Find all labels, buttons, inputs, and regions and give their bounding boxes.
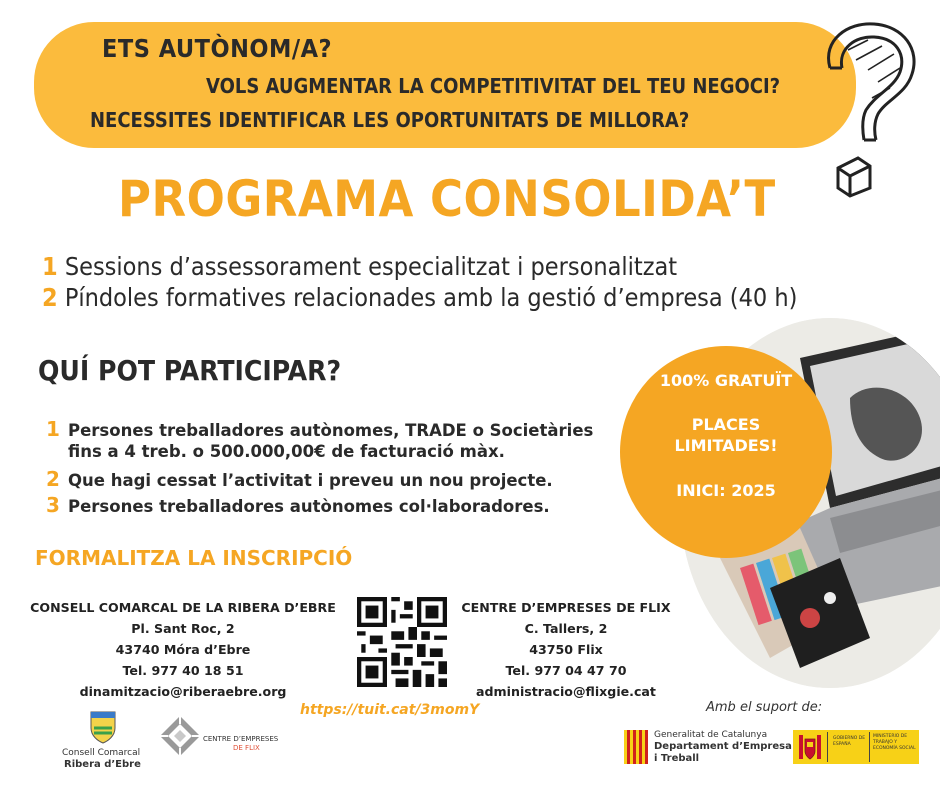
free-label: 100% GRATUÏT (659, 371, 793, 390)
contact-phone: Tel. 977 04 47 70 (505, 663, 627, 678)
point-text: Sessions d’assessorament especialitzat i personalitzat (64, 252, 678, 281)
program-point (42, 252, 677, 281)
gencat-logo-line1: Generalitat de Catalunya (654, 730, 768, 740)
start-label: INICI: 2025 (676, 481, 776, 500)
contact-street: Pl. Sant Roc, 2 (131, 621, 235, 636)
criteria-item (46, 418, 593, 442)
contact-name: CENTRE D’EMPRESES DE FLIX (461, 600, 671, 615)
centre-empreses-logo-icon (160, 716, 200, 756)
banner-question-1: ETS AUTÒNOM/A? (102, 34, 333, 63)
limited-places-line2: LIMITADES! (674, 436, 778, 455)
criteria-item (46, 468, 553, 492)
spain-coat-of-arms-icon (797, 733, 823, 761)
question-mark-icon (808, 10, 928, 200)
centre-logo-line1: CENTRE D’EMPRESES (203, 735, 279, 743)
contact-email[interactable]: administracio@flixgie.cat (476, 684, 656, 699)
contact-email[interactable]: dinamitzacio@riberaebre.org (79, 684, 287, 699)
contact-phone: Tel. 977 40 18 51 (122, 663, 244, 678)
contact-name: CONSELL COMARCAL DE LA RIBERA D’EBRE (30, 600, 336, 615)
consell-comarcal-logo-icon (88, 710, 118, 744)
contact-consell (30, 597, 336, 702)
program-title: PROGRAMA CONSOLIDA’T (118, 170, 776, 228)
banner-question-3: NECESSITES IDENTIFICAR LES OPORTUNITATS DE MILLORA? (90, 108, 690, 132)
generalitat-logo-icon (624, 730, 648, 764)
criteria-item (46, 494, 550, 518)
criteria-number: 1 (46, 417, 60, 441)
gobierno-logo (793, 730, 919, 764)
banner-question-2: VOLS AUGMENTAR LA COMPETITIVITAT DEL TEU NEGOCI? (206, 74, 781, 98)
criteria-text-continued: fins a 4 treb. o 500.000,00€ de facturació màx. (68, 442, 505, 461)
contact-street: C. Tallers, 2 (524, 621, 608, 636)
who-title: QUÍ POT PARTICIPAR? (38, 354, 342, 387)
limited-places-label (620, 414, 832, 456)
criteria-text: Persones treballadores autònomes col·laboradores. (68, 497, 550, 516)
point-number: 1 (42, 252, 58, 281)
point-text: Píndoles formatives relacionades amb la gestió d’empresa (40 h) (64, 283, 798, 312)
centre-logo-line2: DE FLIX (233, 744, 260, 752)
gobierno-text: GOBIERNO DE ESPAÑA (833, 736, 866, 747)
consell-logo-line1: Consell Comarcal (62, 748, 141, 758)
support-label: Amb el suport de: (706, 700, 823, 715)
register-title: FORMALITZA LA INSCRIPCIÓ (35, 546, 353, 570)
contact-centre-empreses (460, 597, 672, 702)
criteria-text: Que hagi cessat l’activitat i preveu un nou projecte. (68, 471, 553, 490)
gencat-logo-line3: i Treball (654, 753, 700, 764)
limited-places-line1: PLACES (691, 415, 761, 434)
qr-code-icon[interactable] (357, 597, 447, 687)
criteria-number: 3 (46, 493, 60, 517)
program-point (42, 283, 797, 312)
gencat-logo-line2: Departament d’Empresa (654, 741, 792, 752)
register-link[interactable]: https://tuit.cat/3momY (300, 702, 480, 718)
point-number: 2 (42, 283, 58, 312)
criteria-text: Persones treballadores autònomes, TRADE o Societàries (68, 421, 594, 440)
contact-city: 43750 Flix (529, 642, 603, 657)
consell-logo-line2: Ribera d’Ebre (64, 759, 141, 770)
criteria-number: 2 (46, 467, 60, 491)
contact-city: 43740 Móra d’Ebre (115, 642, 251, 657)
ministerio-text: MINISTERIO DE TRABAJO Y ECONOMÍA SOCIAL (873, 734, 916, 751)
